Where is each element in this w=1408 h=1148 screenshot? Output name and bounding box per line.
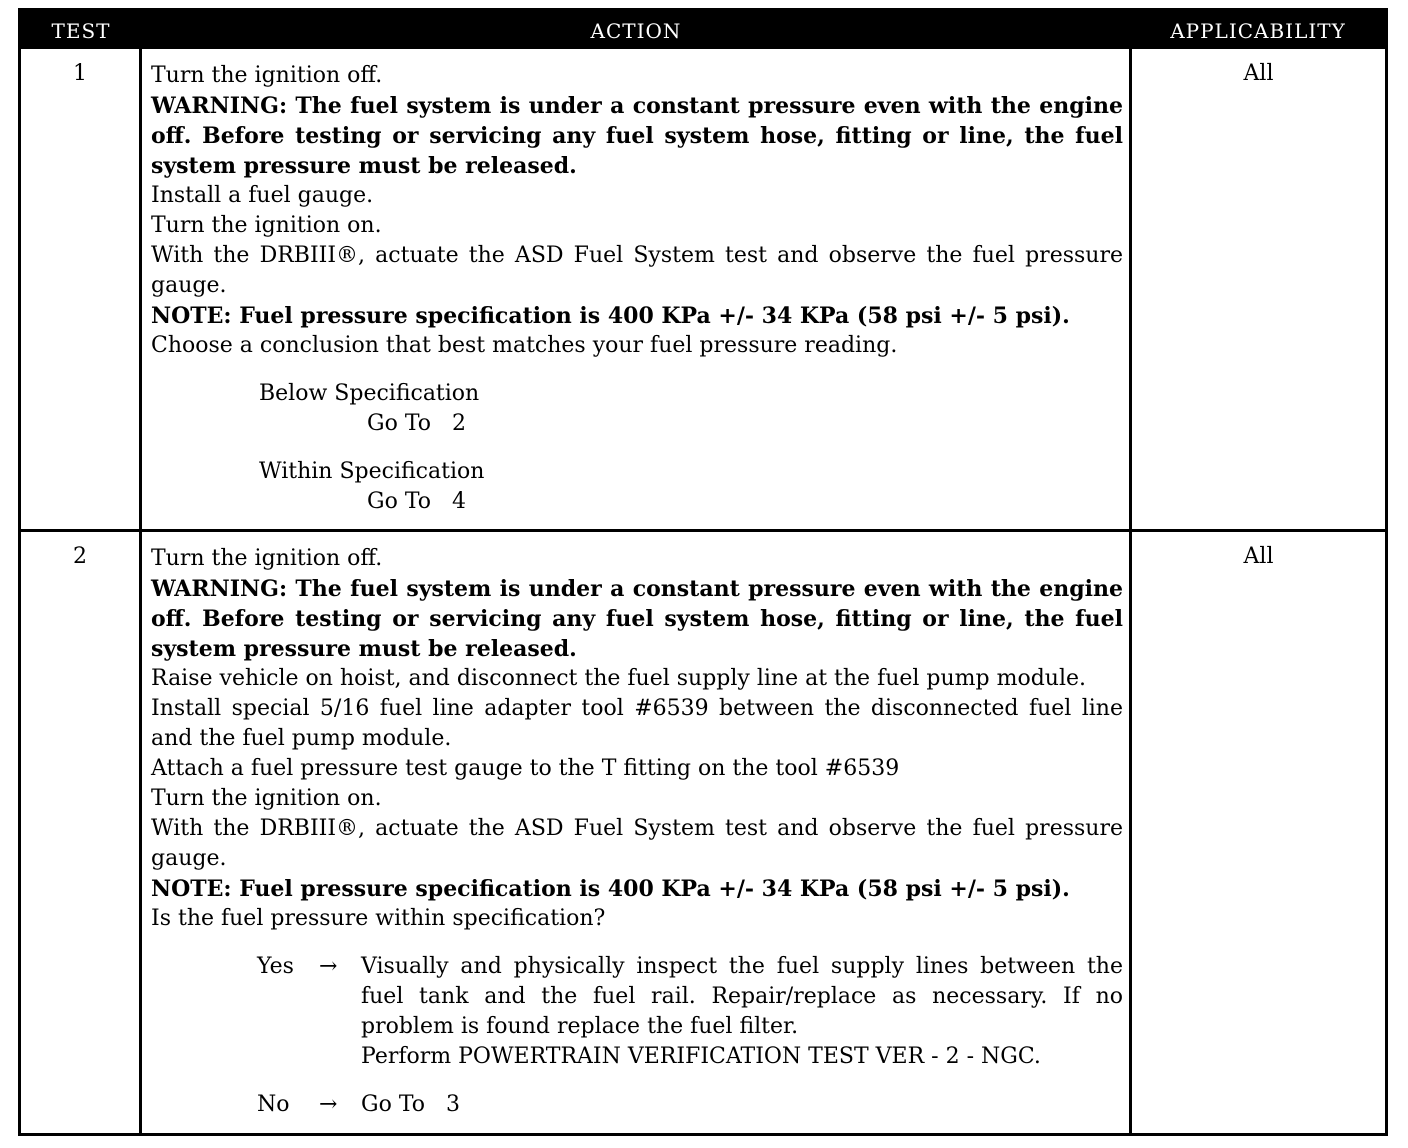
verification-link[interactable]: Perform POWERTRAIN VERIFICATION TEST VER - 2 - NGC. xyxy=(361,1044,1041,1069)
no-label: No xyxy=(257,1092,290,1117)
action-cell xyxy=(151,544,1123,1120)
action-line: With the DRBIII®, actuate the ASD Fuel System test and observe the fuel pressure gauge. xyxy=(151,243,1123,298)
header-test: TEST xyxy=(51,19,111,43)
action-cell xyxy=(151,61,1123,517)
action-line: Is the fuel pressure within specification? xyxy=(151,906,606,931)
goto-link[interactable]: Go To 3 xyxy=(361,1092,460,1117)
action-line: With the DRBIII®, actuate the ASD Fuel System test and observe the fuel pressure gauge. xyxy=(151,816,1123,871)
action-line: Turn the ignition off. xyxy=(151,546,383,571)
test-number: 2 xyxy=(73,544,87,569)
action-line: Attach a fuel pressure test gauge to the T fitting on the tool #6539 xyxy=(151,756,900,781)
warning-text: WARNING: The fuel system is under a constant pressure even with the engine off. Before testing or servicing any fuel system hose, fitting or line, the fuel system pressure must be released. xyxy=(151,576,1123,662)
goto-link[interactable]: Go To 4 xyxy=(367,489,466,514)
table-row xyxy=(21,532,1385,1132)
choice-label: Below Specification xyxy=(259,381,480,406)
action-line: Raise vehicle on hoist, and disconnect the fuel supply line at the fuel pump module. xyxy=(151,666,1087,691)
action-line: Install a fuel gauge. xyxy=(151,183,374,208)
applicability-value: All xyxy=(1243,544,1274,569)
action-line: Install special 5/16 fuel line adapter tool #6539 between the disconnected fuel line and the fuel pump module. xyxy=(151,696,1123,751)
action-line: Turn the ignition on. xyxy=(151,786,382,811)
yes-text: Visually and physically inspect the fuel supply lines between the fuel tank and the fuel rail. Repair/replace as necessary. If no problem is found replace the fuel filter. xyxy=(361,954,1123,1039)
goto-link[interactable]: Go To 2 xyxy=(367,411,466,436)
yes-label: Yes xyxy=(257,954,294,979)
yes-branch xyxy=(151,952,1123,1072)
no-branch xyxy=(151,1090,1123,1120)
note-text: NOTE: Fuel pressure specification is 400 KPa +/- 34 KPa (58 psi +/- 5 psi). xyxy=(151,303,1070,329)
header-action: ACTION xyxy=(590,19,682,43)
action-line: Turn the ignition on. xyxy=(151,213,382,238)
yes-instructions xyxy=(361,952,1123,1072)
table-row xyxy=(21,49,1385,529)
applicability-value: All xyxy=(1243,61,1274,86)
diagnostic-table xyxy=(18,8,1388,1136)
warning-text: WARNING: The fuel system is under a constant pressure even with the engine off. Before testing or servicing any fuel system hose, fitting or line, the fuel system pressure must be released. xyxy=(151,93,1123,179)
action-line: Choose a conclusion that best matches your fuel pressure reading. xyxy=(151,333,898,358)
action-line: Turn the ignition off. xyxy=(151,63,383,88)
test-number: 1 xyxy=(73,61,87,86)
choice-label: Within Specification xyxy=(259,459,485,484)
note-text: NOTE: Fuel pressure specification is 400 KPa +/- 34 KPa (58 psi +/- 5 psi). xyxy=(151,876,1070,902)
arrow-right-icon: → xyxy=(319,954,338,979)
arrow-right-icon: → xyxy=(319,1092,338,1117)
table-header xyxy=(21,11,1385,49)
conclusion-choices xyxy=(151,379,1123,517)
header-applicability: APPLICABILITY xyxy=(1170,19,1346,43)
